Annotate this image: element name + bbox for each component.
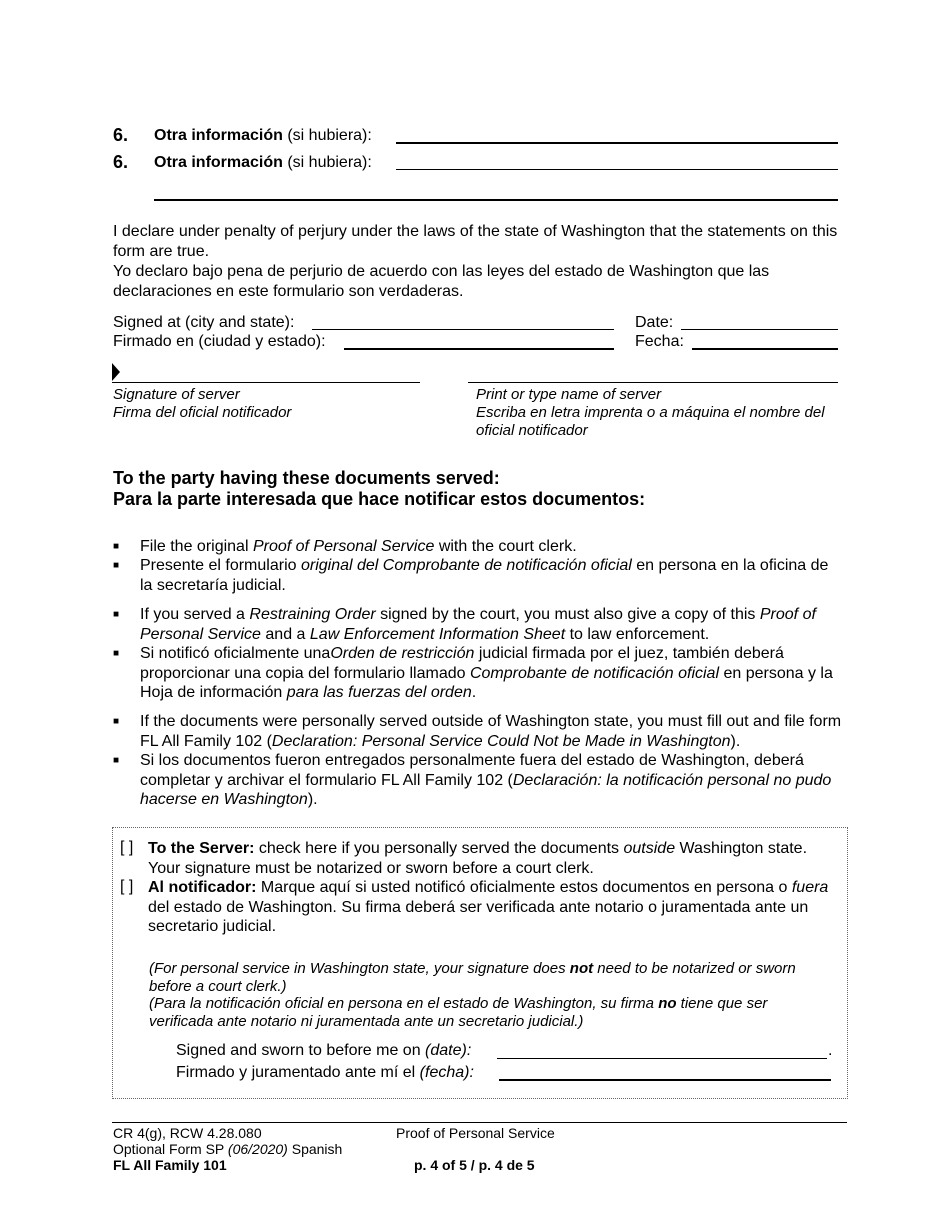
instruction-item: If you served a Restraining Order signed by the court, you must also give a copy of this Proof of Personal Service and a Law Enforcement Information Sheet to law enforcement. bbox=[140, 606, 816, 643]
signed-at-field[interactable] bbox=[312, 329, 614, 330]
section-number: 6. bbox=[113, 125, 129, 145]
sworn-label: Signed and sworn to before me on (date): bbox=[176, 1042, 472, 1059]
instruction-item: Presente el formulario original del Comprobante de notificación oficial en persona en la oficina de la secretaría judicial. bbox=[140, 557, 829, 594]
date-field[interactable] bbox=[692, 348, 838, 350]
server-name-line[interactable] bbox=[468, 382, 838, 383]
bullet-icon: ■ bbox=[113, 609, 120, 620]
bullet-icon: ■ bbox=[113, 541, 120, 552]
date-field[interactable] bbox=[681, 329, 838, 330]
declaration-spanish: Yo declaro bajo pena de perjurio de acuerdo con las leyes del estado de Washington que las declaraciones en este formulario son verdaderas. bbox=[113, 263, 770, 300]
sworn-date-field-es[interactable] bbox=[499, 1079, 831, 1081]
signature-caption: Signature of server Firma del oficial notificador bbox=[113, 386, 292, 421]
instruction-item: File the original Proof of Personal Service with the court clerk. bbox=[140, 538, 577, 555]
other-info-line[interactable] bbox=[154, 199, 838, 201]
date-label: Date: bbox=[635, 314, 674, 331]
server-signature-line[interactable] bbox=[112, 382, 420, 383]
section-label: Otra información (si hubiera): bbox=[154, 127, 372, 144]
notary-note: (For personal service in Washington state, your signature does not need to be notarized or sworn before a court clerk.) bbox=[149, 960, 796, 995]
party-heading: To the party having these documents served: Para la parte interesada que hace notificar estos documentos: bbox=[113, 468, 646, 509]
sign-here-arrow-icon bbox=[112, 363, 122, 381]
outside-checkbox-es[interactable]: [ ] bbox=[120, 878, 134, 895]
instruction-item: Si los documentos fueron entregados personalmente fuera del estado de Washington, deberá completar y archivar el formulario FL All Family 102 (Declaración: la notificación personal no pudo hacerse en Washington). bbox=[140, 752, 832, 808]
instruction-item: If the documents were personally served outside of Washington state, you must fill out and file form FL All Family 102 (Declaration: Personal Service Could Not be Made in Washington). bbox=[140, 713, 842, 750]
section-number: 6. bbox=[113, 152, 129, 172]
bullet-icon: ■ bbox=[113, 716, 120, 727]
sworn-period: . bbox=[828, 1042, 833, 1059]
signed-at-label-es: Firmado en (ciudad y estado): bbox=[113, 333, 326, 350]
name-caption: Print or type name of server Escriba en letra imprenta o a máquina el nombre del oficial notificador bbox=[476, 386, 825, 439]
other-info-line[interactable] bbox=[396, 169, 838, 170]
footer-left: CR 4(g), RCW 4.28.080 Optional Form SP (06/2020) Spanish FL All Family 101 bbox=[113, 1125, 343, 1173]
footer-page-number: p. 4 of 5 / p. 4 de 5 bbox=[414, 1157, 535, 1173]
signed-at-field[interactable] bbox=[344, 348, 614, 350]
sworn-date-field[interactable] bbox=[497, 1058, 827, 1059]
sworn-label-es: Firmado y juramentado ante mí el (fecha): bbox=[176, 1064, 474, 1081]
instruction-item: Si notificó oficialmente unaOrden de restricción judicial firmada por el juez, también deberá proporcionar una copia del formulario llamado Comprobante de notificación oficial en persona y la Hoja de información para las fuerzas del orden. bbox=[140, 645, 833, 701]
signed-at-label: Signed at (city and state): bbox=[113, 314, 295, 331]
other-info-line[interactable] bbox=[396, 142, 838, 144]
footer-title: Proof of Personal Service bbox=[396, 1125, 555, 1141]
bullet-icon: ■ bbox=[113, 755, 120, 766]
footer-rule bbox=[112, 1122, 847, 1123]
bullet-icon: ■ bbox=[113, 560, 120, 571]
notary-note-es: (Para la notificación oficial en persona en el estado de Washington, su firma no tiene que ser verificada ante notario ni juramentada ante un secretario judicial.) bbox=[149, 995, 768, 1030]
server-instruction-es: Al notificador: Marque aquí si usted notificó oficialmente estos documentos en persona o fuera del estado de Washington. Su firma deberá ser verificada ante notario o juramentada ante un secretario judicial. bbox=[148, 879, 829, 935]
outside-checkbox[interactable]: [ ] bbox=[120, 839, 134, 856]
declaration-english: I declare under penalty of perjury under the laws of the state of Washington that the statements on this form are true. bbox=[113, 223, 838, 260]
date-label-es: Fecha: bbox=[635, 333, 684, 350]
section-label: Otra información (si hubiera): bbox=[154, 154, 372, 171]
server-instruction: To the Server: check here if you personally served the documents outside Washington state. Your signature must be notarized or sworn before a court clerk. bbox=[148, 840, 808, 877]
bullet-icon: ■ bbox=[113, 648, 120, 659]
